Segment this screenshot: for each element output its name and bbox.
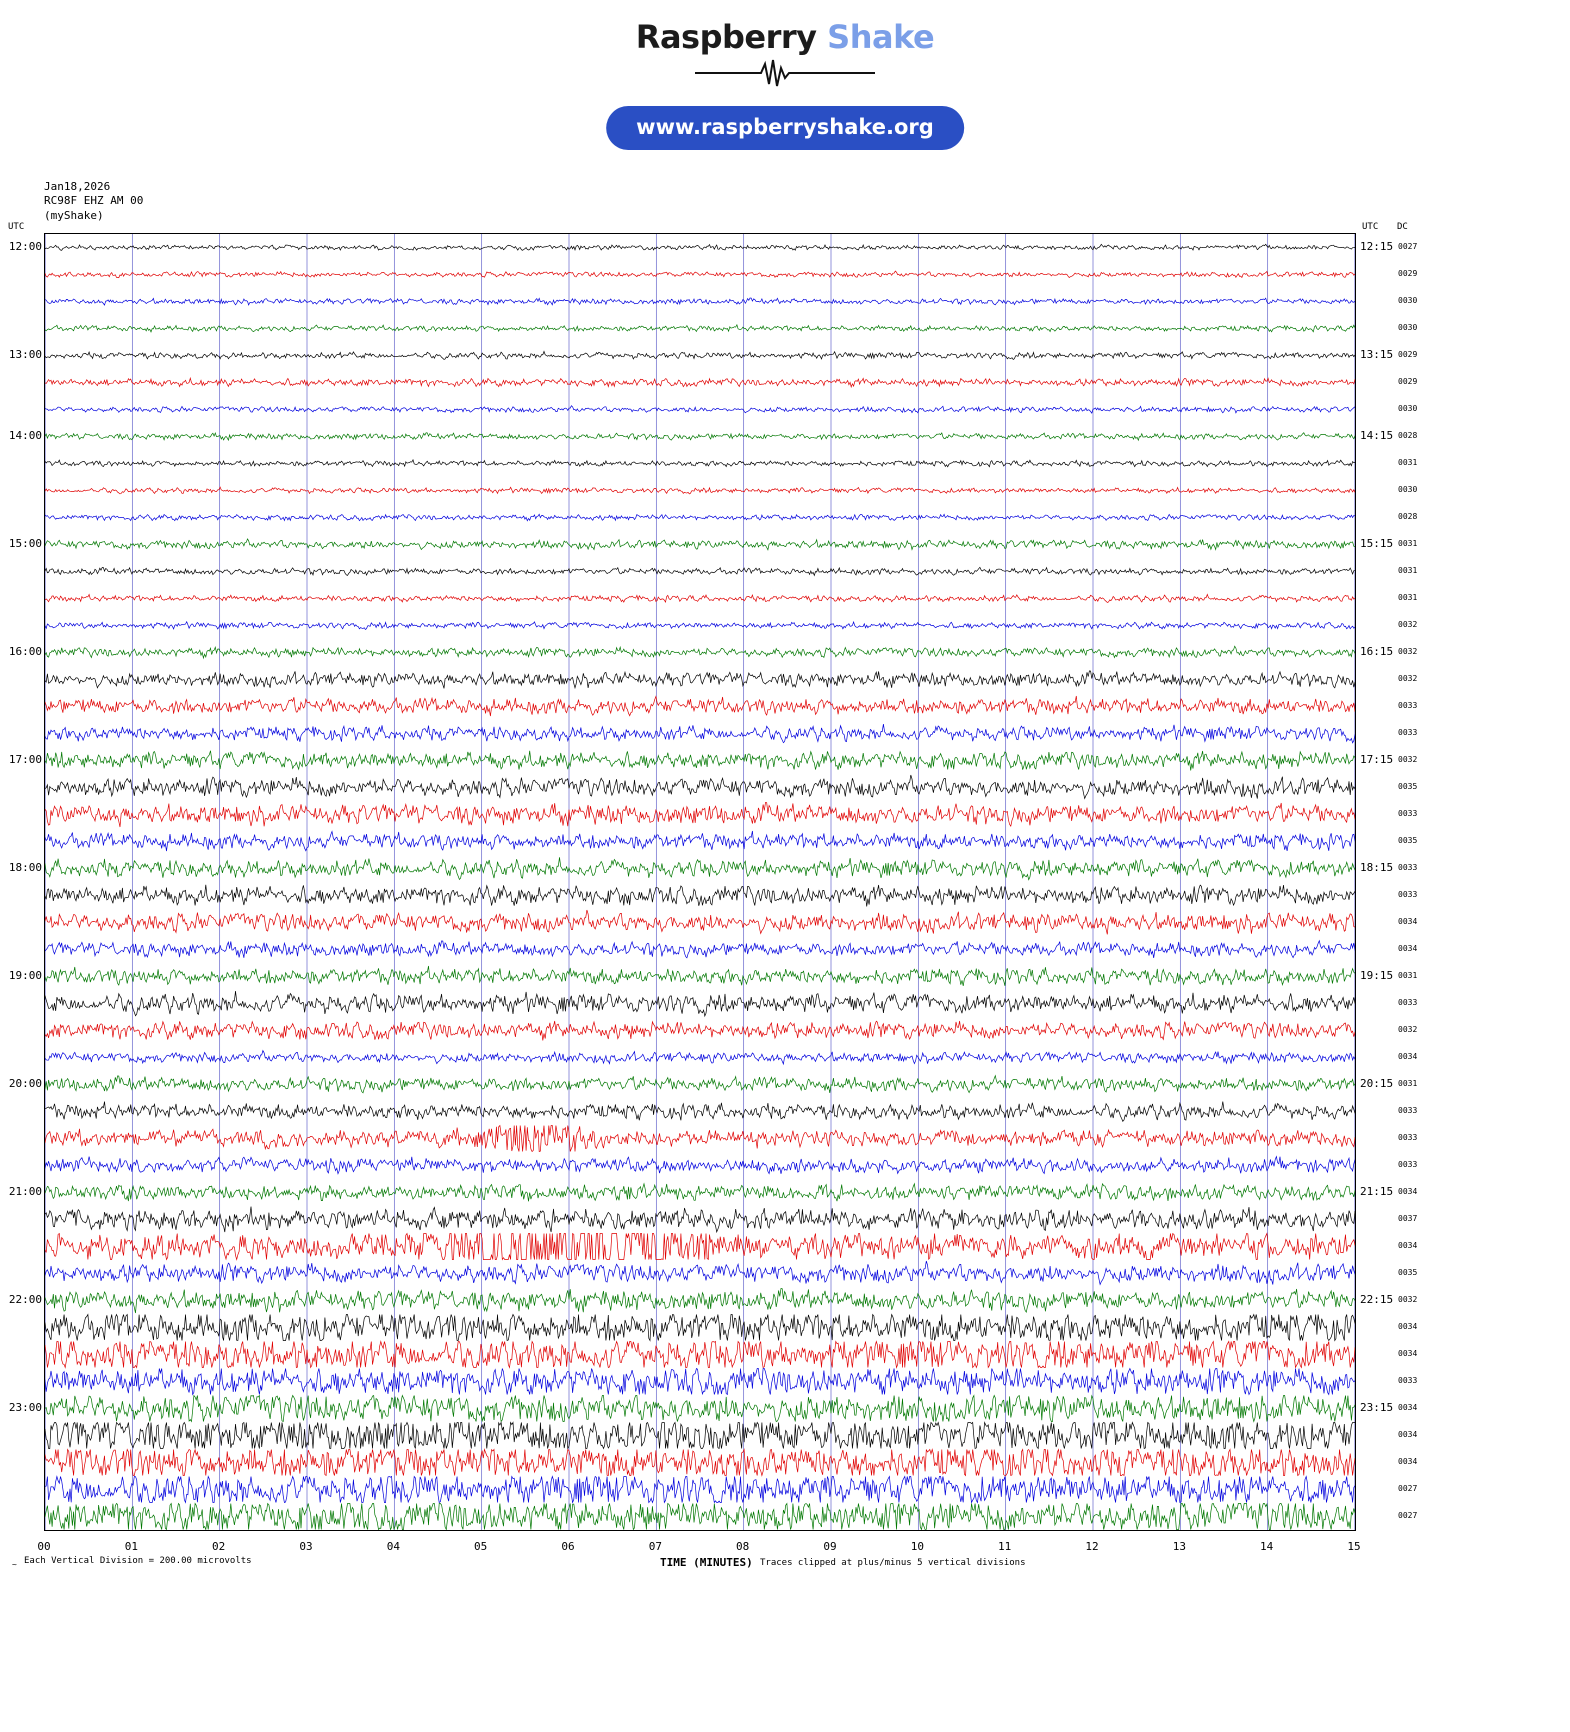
row-dc-value: 0033 (1398, 1159, 1418, 1169)
row-dc-value: 0034 (1398, 1240, 1418, 1250)
row-time-label-right: 13:15 (1360, 347, 1394, 361)
x-tick-label: 01 (124, 1540, 138, 1553)
row-dc-value: 0034 (1398, 1402, 1418, 1412)
row-time-label-right: 18:15 (1360, 860, 1394, 874)
x-tick-label: 05 (474, 1540, 488, 1553)
row-dc-value: 0031 (1398, 538, 1418, 548)
row-time-label-left: 19:00 (8, 968, 42, 982)
row-dc-value: 0033 (1398, 862, 1418, 872)
row-dc-value: 0029 (1398, 349, 1418, 359)
row-time-label-right: 17:15 (1360, 752, 1394, 766)
row-dc-value: 0034 (1398, 1321, 1418, 1331)
logo-primary-text: Raspberry (635, 18, 817, 56)
row-dc-value: 0033 (1398, 997, 1418, 1007)
plot-station: RC98F EHZ AM 00 (44, 194, 144, 208)
row-dc-value: 0030 (1398, 403, 1418, 413)
row-dc-value: 0034 (1398, 1456, 1418, 1466)
row-dc-value: 0034 (1398, 1348, 1418, 1358)
row-time-label-left: 13:00 (8, 347, 42, 361)
row-time-label-left: 15:00 (8, 536, 42, 550)
row-dc-value: 0027 (1398, 1483, 1418, 1493)
x-tick-label: 11 (998, 1540, 1012, 1553)
plot-date: Jan18,2026 (44, 180, 111, 193)
x-tick-label: 02 (212, 1540, 226, 1553)
x-tick-label: 09 (823, 1540, 837, 1553)
row-dc-value: 0029 (1398, 268, 1418, 278)
row-dc-value: 0030 (1398, 322, 1418, 332)
row-dc-value: 0035 (1398, 781, 1418, 791)
row-dc-value: 0031 (1398, 970, 1418, 980)
row-time-label-right: 16:15 (1360, 644, 1394, 658)
row-dc-value: 0033 (1398, 1132, 1418, 1142)
row-time-label-right: 21:15 (1360, 1184, 1394, 1198)
row-dc-value: 0031 (1398, 457, 1418, 467)
row-time-label-left: 22:00 (8, 1292, 42, 1306)
x-tick-label: 14 (1260, 1540, 1274, 1553)
row-dc-value: 0028 (1398, 511, 1418, 521)
row-time-label-left: 14:00 (8, 428, 42, 442)
x-tick-label: 04 (386, 1540, 400, 1553)
row-dc-value: 0033 (1398, 700, 1418, 710)
row-time-label-left: 23:00 (8, 1400, 42, 1414)
row-dc-value: 0037 (1398, 1213, 1418, 1223)
x-tick-label: 08 (736, 1540, 750, 1553)
row-dc-value: 0033 (1398, 1105, 1418, 1115)
x-tick-label: 13 (1172, 1540, 1186, 1553)
row-dc-value: 0027 (1398, 241, 1418, 251)
row-dc-value: 0034 (1398, 1429, 1418, 1439)
row-dc-value: 0034 (1398, 1051, 1418, 1061)
row-dc-value: 0032 (1398, 1294, 1418, 1304)
row-time-label-right: 14:15 (1360, 428, 1394, 442)
plot-metadata (44, 180, 143, 223)
plot-nickname: (myShake) (44, 208, 104, 222)
x-tick-label: 07 (648, 1540, 662, 1553)
helicorder-plot[interactable] (44, 233, 1356, 1531)
row-dc-value: 0033 (1398, 808, 1418, 818)
helicorder-traces (45, 234, 1355, 1530)
row-dc-value: 0031 (1398, 592, 1418, 602)
row-dc-value: 0027 (1398, 1510, 1418, 1520)
row-time-label-right: 15:15 (1360, 536, 1394, 550)
scale-mark: ~ (12, 1560, 17, 1569)
x-tick-label: 10 (910, 1540, 924, 1553)
row-dc-value: 0032 (1398, 1024, 1418, 1034)
row-time-label-left: 18:00 (8, 860, 42, 874)
x-tick-label: 12 (1085, 1540, 1099, 1553)
row-dc-value: 0034 (1398, 916, 1418, 926)
row-dc-value: 0030 (1398, 295, 1418, 305)
row-time-label-right: 20:15 (1360, 1076, 1394, 1090)
row-time-label-left: 21:00 (8, 1184, 42, 1198)
row-dc-value: 0032 (1398, 619, 1418, 629)
raspberry-shake-logo (0, 18, 1570, 88)
dc-header: DC (1397, 222, 1408, 232)
row-dc-value: 0032 (1398, 646, 1418, 656)
row-time-label-left: 20:00 (8, 1076, 42, 1090)
utc-header-right: UTC (1362, 222, 1379, 232)
row-dc-value: 0033 (1398, 889, 1418, 899)
row-dc-value: 0031 (1398, 1078, 1418, 1088)
utc-header-left: UTC (8, 222, 25, 232)
scale-note: Each Vertical Division = 200.00 microvolts (24, 1556, 252, 1566)
row-dc-value: 0030 (1398, 484, 1418, 494)
row-dc-value: 0035 (1398, 835, 1418, 845)
website-url-button[interactable]: www.raspberryshake.org (606, 106, 964, 150)
row-time-label-left: 17:00 (8, 752, 42, 766)
row-dc-value: 0035 (1398, 1267, 1418, 1277)
row-time-label-right: 22:15 (1360, 1292, 1394, 1306)
row-dc-value: 0034 (1398, 1186, 1418, 1196)
row-dc-value: 0031 (1398, 565, 1418, 575)
row-time-label-left: 12:00 (8, 239, 42, 253)
x-tick-label: 03 (299, 1540, 313, 1553)
waveform-icon (695, 58, 875, 88)
x-tick-label: 15 (1347, 1540, 1361, 1553)
row-dc-value: 0032 (1398, 673, 1418, 683)
xaxis-title: TIME (MINUTES) (660, 1556, 753, 1569)
row-time-label-left: 16:00 (8, 644, 42, 658)
logo-secondary-text: Shake (827, 18, 935, 56)
row-dc-value: 0028 (1398, 430, 1418, 440)
row-dc-value: 0033 (1398, 727, 1418, 737)
row-time-label-right: 23:15 (1360, 1400, 1394, 1414)
row-time-label-right: 19:15 (1360, 968, 1394, 982)
x-tick-label: 06 (561, 1540, 575, 1553)
row-dc-value: 0032 (1398, 754, 1418, 764)
row-time-label-right: 12:15 (1360, 239, 1394, 253)
row-dc-value: 0029 (1398, 376, 1418, 386)
row-dc-value: 0033 (1398, 1375, 1418, 1385)
x-tick-label: 00 (37, 1540, 51, 1553)
clip-note: Traces clipped at plus/minus 5 vertical divisions (760, 1558, 1026, 1568)
row-dc-value: 0034 (1398, 943, 1418, 953)
